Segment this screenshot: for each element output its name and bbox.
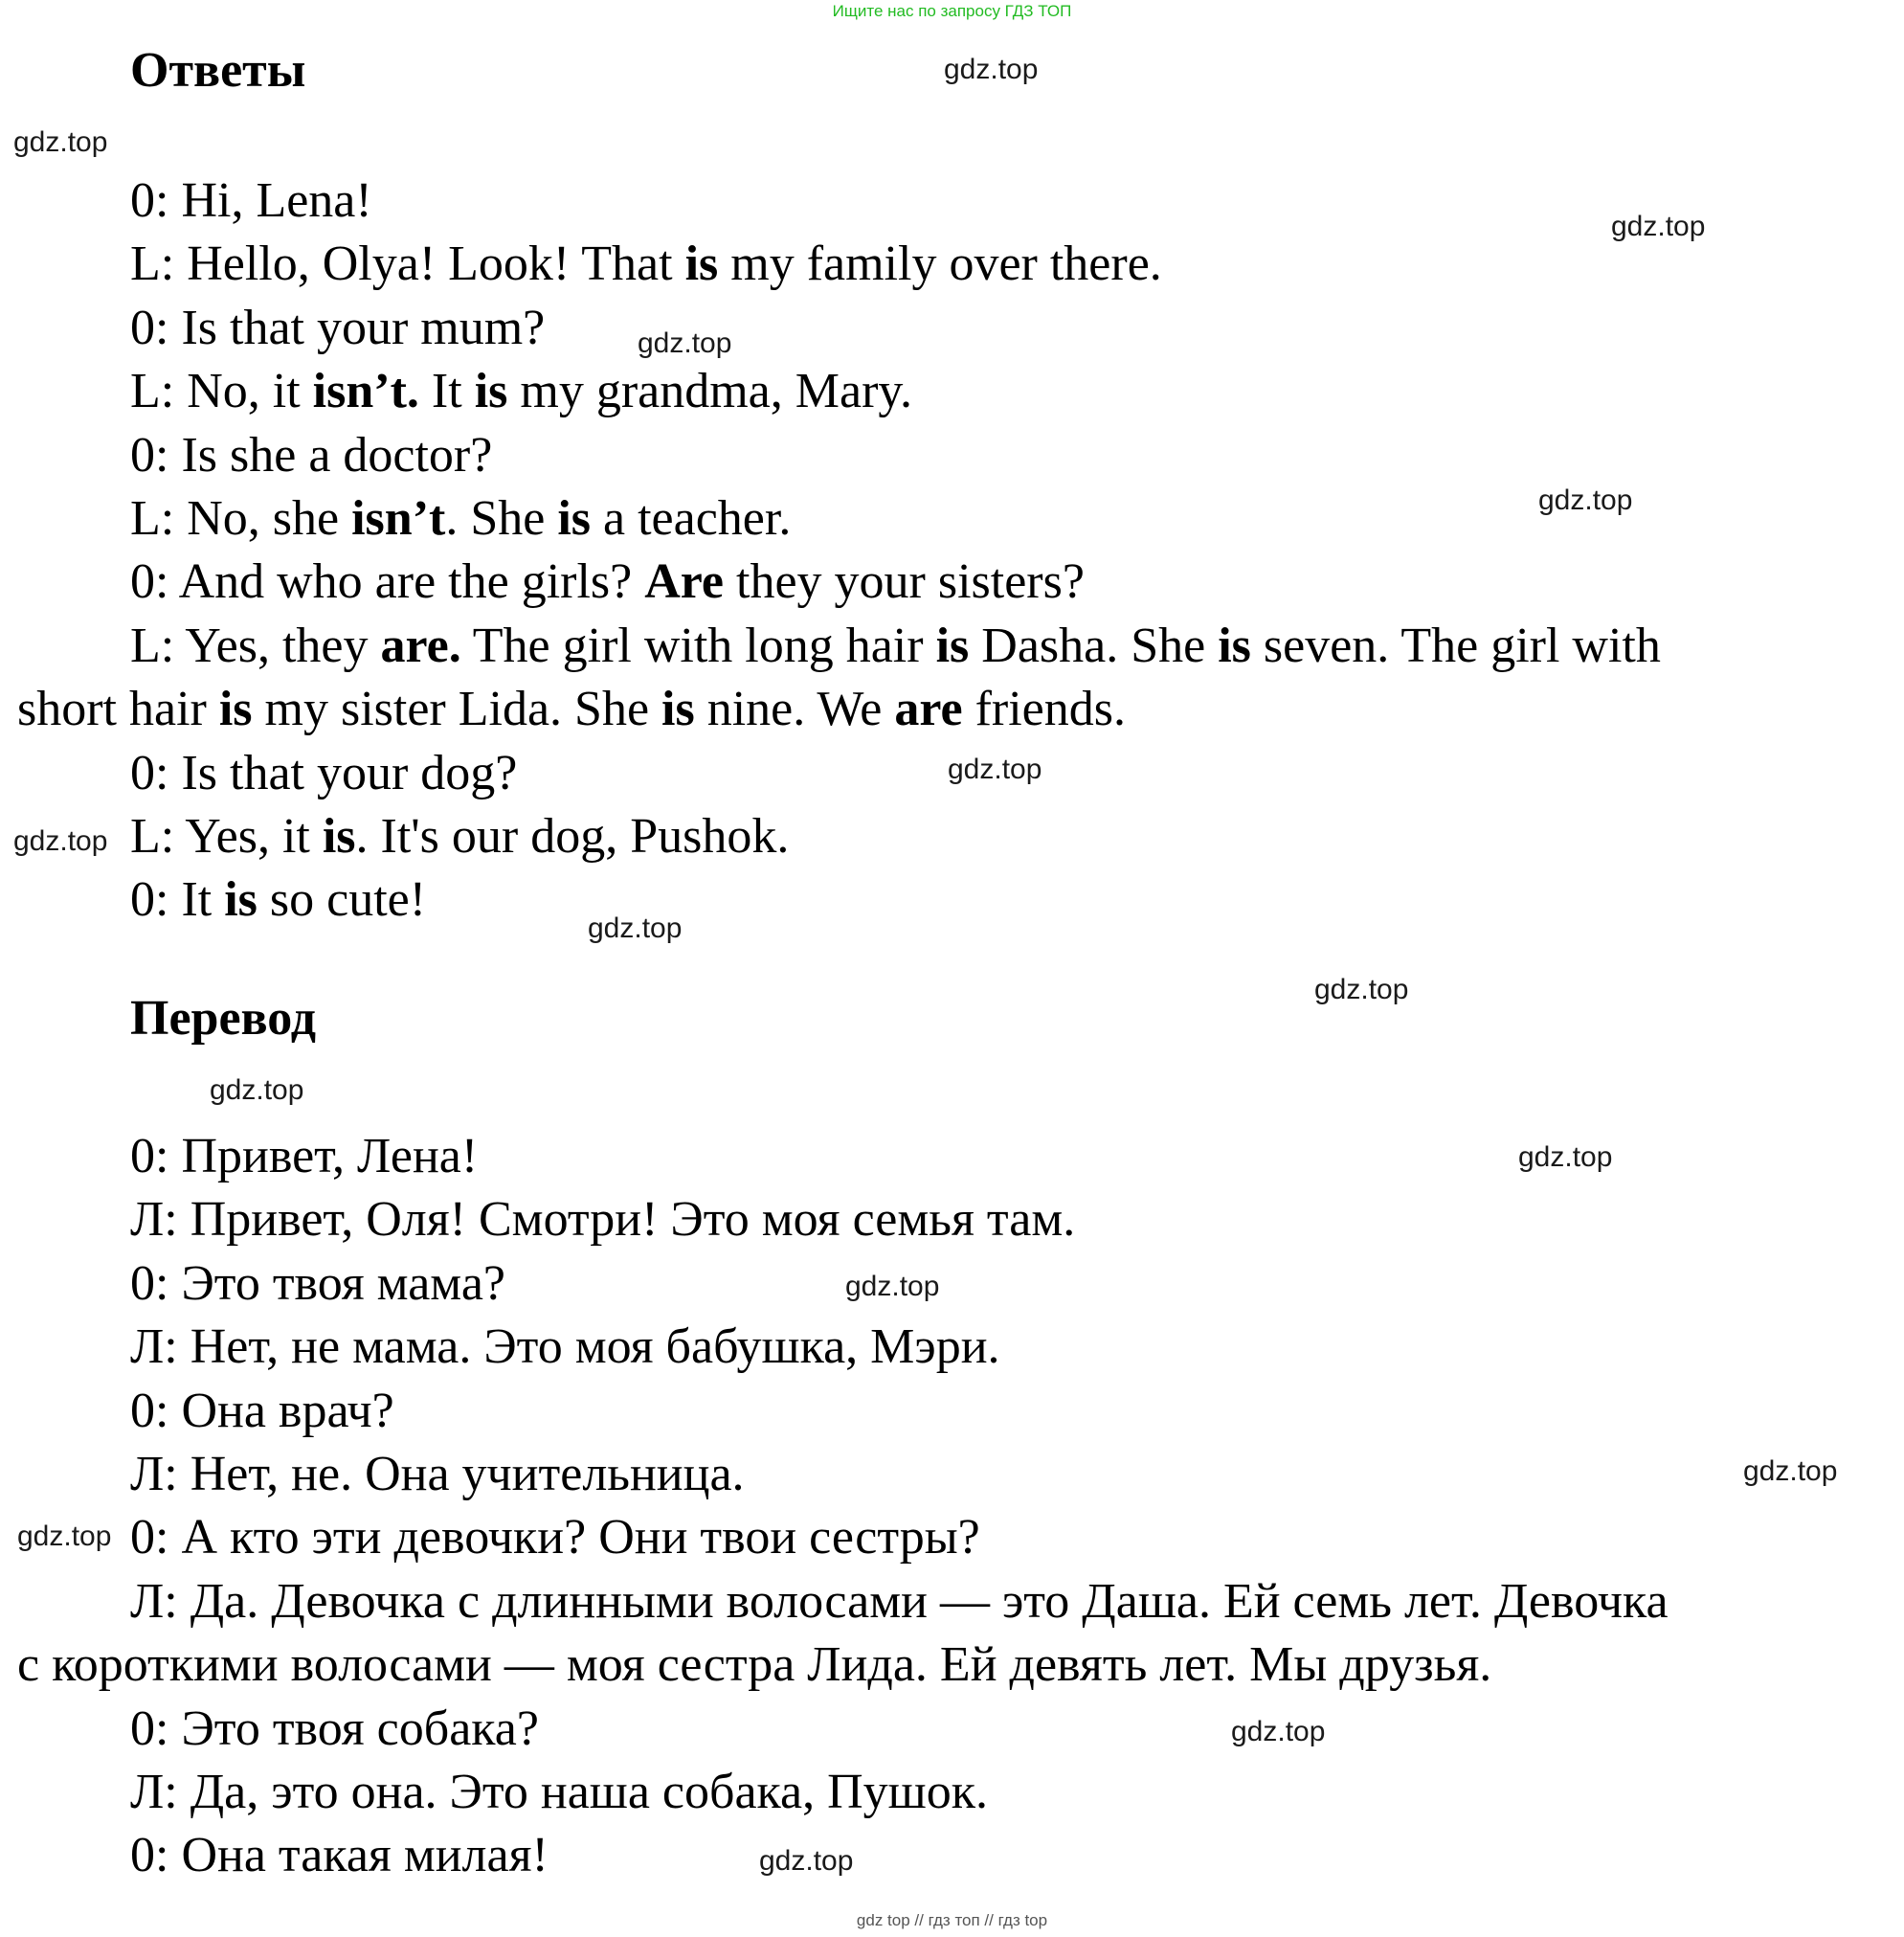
translation-line <box>130 1510 980 1565</box>
line-text: nine. We <box>694 682 895 737</box>
bold-verb: isn’t <box>351 491 446 546</box>
watermark: gdz.top <box>13 126 108 158</box>
bold-verb: is <box>474 364 508 419</box>
line-text: с короткими волосами — моя сестра Лида. Ей девять лет. Мы друзья. <box>17 1637 1492 1693</box>
line-text: 0: Это твоя собака? <box>130 1701 539 1756</box>
watermark: gdz.top <box>1743 1455 1838 1487</box>
line-text: seven. The girl with <box>1250 618 1661 673</box>
bold-verb: are. <box>380 618 461 673</box>
line-text: a teacher. <box>591 491 792 546</box>
answer-line <box>130 300 546 355</box>
answer-line <box>130 236 1162 292</box>
bold-verb: is <box>218 682 253 737</box>
line-text: . She <box>445 491 558 546</box>
line-text: . It's our dog, Pushok. <box>355 809 790 864</box>
translation-line <box>130 1828 549 1883</box>
line-text: short hair <box>17 682 219 737</box>
line-text: Л: Привет, Оля! Смотри! Это моя семья там. <box>130 1192 1076 1248</box>
watermark: gdz.top <box>1231 1716 1326 1747</box>
line-text: 0: Hi, Lena! <box>130 173 372 228</box>
line-text: Л: Нет, не. Она учительница. <box>130 1447 745 1501</box>
watermark: gdz.top <box>17 1520 112 1552</box>
answer-line <box>130 173 372 228</box>
bold-verb: Are <box>644 554 724 610</box>
bold-verb: are <box>894 682 963 737</box>
bold-verb: isn’t. <box>312 364 419 419</box>
line-text: 0: It <box>130 872 225 928</box>
line-text: so cute! <box>257 872 427 928</box>
watermark: gdz.top <box>1518 1141 1613 1173</box>
translation-line <box>17 1637 1492 1693</box>
line-text: Л: Да. Девочка с длинными волосами — это Даша. Ей семь лет. Девочка <box>130 1573 1669 1629</box>
line-text: 0: Она такая милая! <box>130 1828 549 1883</box>
answer-line <box>130 554 1085 610</box>
line-text: 0: And who are the girls? <box>130 554 645 610</box>
answers-heading: Ответы <box>130 43 306 98</box>
bottom-banner: gdz top // гдз топ // гдз top <box>856 1911 1048 1929</box>
line-text: L: Yes, they <box>130 618 381 673</box>
answer-line <box>130 491 792 546</box>
answer-line <box>130 809 790 864</box>
line-text: It <box>418 364 475 419</box>
line-text: The girl with long hair <box>460 618 936 673</box>
bold-verb: is <box>935 618 970 673</box>
line-text: 0: Is that your mum? <box>130 300 546 355</box>
answer-line <box>130 872 427 928</box>
translation-line <box>130 1255 506 1311</box>
translation-line <box>130 1447 745 1501</box>
line-text: 0: Она врач? <box>130 1383 394 1438</box>
answer-line <box>130 364 913 419</box>
top-banner: Ищите нас по запросу ГДЗ ТОП <box>832 2 1072 20</box>
line-text: L: Hello, Olya! Look! That <box>130 236 685 292</box>
answer-line <box>130 427 493 483</box>
line-text: 0: Привет, Лена! <box>130 1129 479 1183</box>
translation-line <box>130 1765 988 1819</box>
line-text: 0: Is she a doctor? <box>130 427 493 483</box>
line-text: 0: Это твоя мама? <box>130 1255 506 1311</box>
answer-line <box>130 745 518 800</box>
bold-verb: is <box>661 682 695 737</box>
line-text: my family over there. <box>718 236 1162 292</box>
bold-verb: is <box>557 491 592 546</box>
watermark: gdz.top <box>1314 974 1409 1005</box>
line-text: L: Yes, it <box>130 809 323 864</box>
translation-line <box>130 1573 1669 1629</box>
watermark: gdz.top <box>759 1845 854 1877</box>
answer-line <box>17 682 1126 737</box>
watermark: gdz.top <box>1538 484 1633 516</box>
answer-line <box>130 618 1661 673</box>
line-text: my grandma, Mary. <box>507 364 913 419</box>
line-text: my sister Lida. She <box>252 682 662 737</box>
line-text: 0: А кто эти девочки? Они твои сестры? <box>130 1510 980 1565</box>
bold-verb: is <box>224 872 258 928</box>
watermark: gdz.top <box>638 327 732 359</box>
watermark: gdz.top <box>948 754 1042 785</box>
watermark: gdz.top <box>588 912 683 944</box>
watermark: gdz.top <box>944 54 1039 85</box>
translation-line <box>130 1701 539 1756</box>
watermark: gdz.top <box>210 1074 304 1106</box>
bold-verb: is <box>684 236 719 292</box>
line-text: they your sisters? <box>724 554 1085 610</box>
watermark: gdz.top <box>845 1271 940 1302</box>
line-text: 0: Is that your dog? <box>130 745 518 800</box>
line-text: L: No, it <box>130 364 313 419</box>
watermark: gdz.top <box>1611 211 1706 242</box>
line-text: L: No, she <box>130 491 352 546</box>
bold-verb: is <box>322 809 356 864</box>
line-text: Л: Да, это она. Это наша собака, Пушок. <box>130 1765 988 1819</box>
watermark: gdz.top <box>13 825 108 857</box>
translation-line <box>130 1383 394 1438</box>
translation-line <box>130 1319 1000 1375</box>
translation-line <box>130 1129 479 1183</box>
line-text: Л: Нет, не мама. Это моя бабушка, Мэри. <box>130 1319 1000 1375</box>
translation-heading: Перевод <box>130 991 317 1046</box>
line-text: Dasha. She <box>969 618 1219 673</box>
bold-verb: is <box>1218 618 1251 673</box>
translation-line <box>130 1192 1076 1248</box>
line-text: friends. <box>962 682 1126 737</box>
